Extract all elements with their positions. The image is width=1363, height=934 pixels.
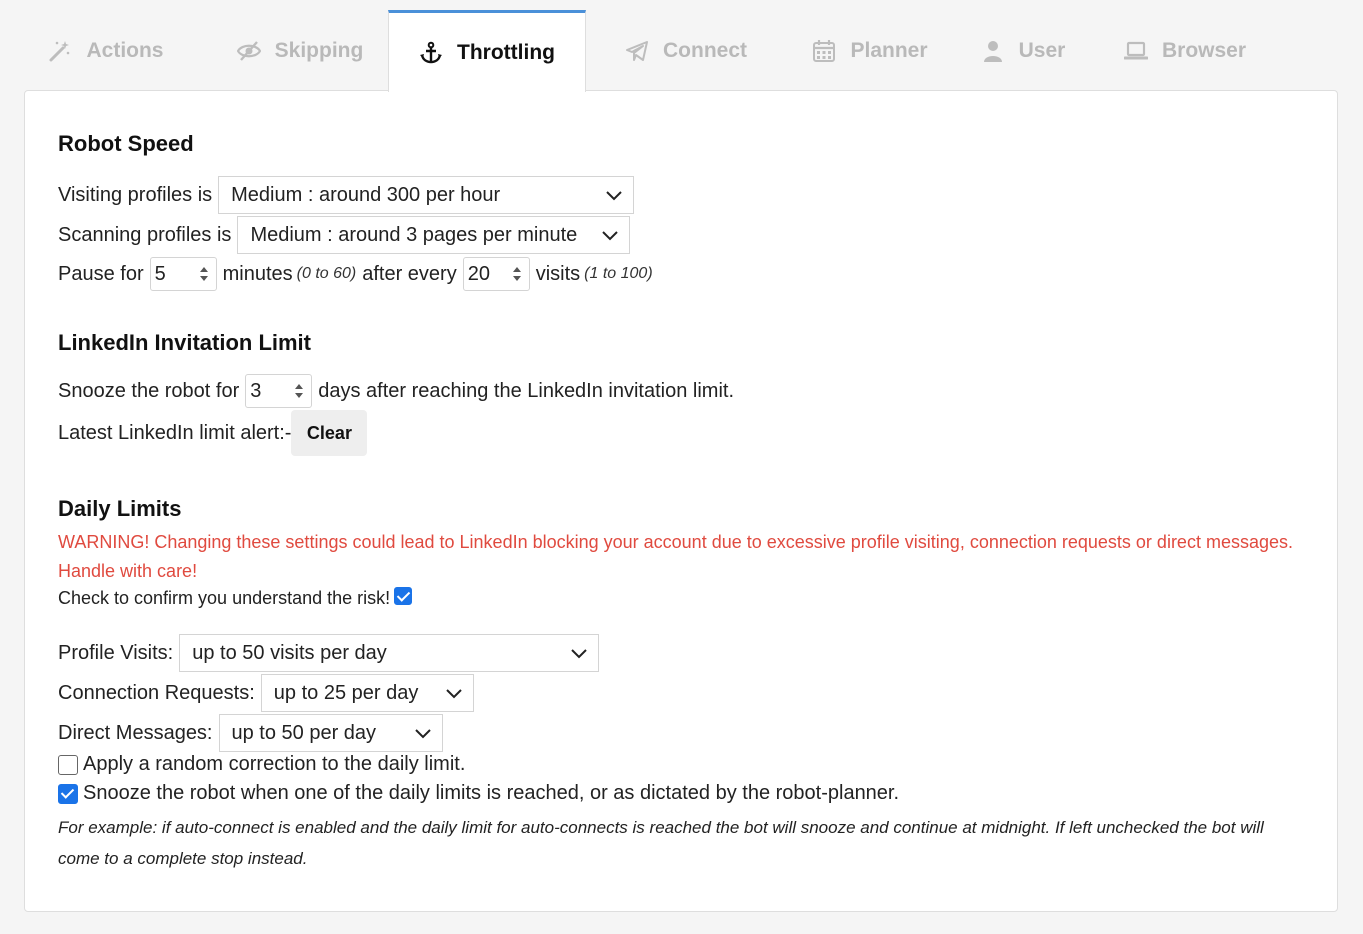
limit-alert-row [58, 410, 367, 456]
direct-messages-label: Direct Messages: [58, 721, 213, 744]
profile-visits-row [58, 634, 599, 672]
profile-visits-value: up to 50 visits per day [192, 641, 387, 664]
pause-minutes-input[interactable] [150, 257, 217, 291]
chevron-down-icon [605, 186, 623, 204]
snooze-days-value: 3 [250, 379, 262, 402]
chevron-down-icon [601, 226, 619, 244]
tab-browser[interactable] [1110, 10, 1260, 91]
scanning-speed-value: Medium : around 3 pages per minute [250, 223, 578, 246]
tab-label: User [1018, 38, 1066, 62]
connection-requests-label: Connection Requests: [58, 681, 255, 704]
tab-throttling[interactable] [388, 10, 586, 92]
random-correction-checkbox[interactable] [58, 755, 78, 775]
tab-connect[interactable] [608, 10, 764, 91]
tab-bar [24, 10, 1338, 91]
random-correction-label: Apply a random correction to the daily limit. [83, 753, 466, 775]
tab-label: Actions [86, 38, 164, 62]
snooze-daily-checkbox[interactable] [58, 784, 78, 804]
scanning-label: Scanning profiles is [58, 223, 232, 246]
tab-label: Planner [850, 38, 928, 62]
after-every-label: after every [362, 262, 457, 285]
scanning-row [58, 216, 630, 254]
visiting-label: Visiting profiles is [58, 183, 213, 206]
throttling-panel [24, 90, 1338, 912]
visiting-speed-select[interactable] [218, 176, 634, 214]
confirm-risk-label: Check to confirm you understand the risk! [58, 588, 391, 608]
user-icon [981, 39, 1005, 63]
tab-planner[interactable] [790, 10, 950, 91]
snooze-days-input[interactable] [245, 374, 312, 408]
confirm-risk-row [58, 588, 412, 609]
connection-requests-row [58, 674, 474, 712]
snooze-suffix: days after reaching the LinkedIn invitation limit. [318, 379, 735, 402]
calendar-icon [812, 39, 836, 63]
tab-skipping[interactable] [210, 10, 390, 91]
tab-label: Throttling [457, 40, 555, 64]
connection-requests-select[interactable] [261, 674, 474, 712]
warning-text: WARNING! Changing these settings could lead to LinkedIn blocking your account due to excessive profile visiting, connection requests or direct messages. Handle with care! [58, 532, 1293, 581]
visiting-speed-value: Medium : around 300 per hour [231, 183, 501, 206]
chevron-down-icon [414, 724, 432, 742]
visits-count-value: 20 [467, 262, 490, 285]
tab-label: Browser [1161, 38, 1247, 62]
spinner-icon[interactable] [511, 263, 523, 285]
daily-limits-heading: Daily Limits [58, 496, 182, 521]
limit-alert-label: Latest LinkedIn limit alert:- [58, 421, 292, 444]
paper-plane-icon [625, 39, 649, 63]
snooze-daily-row [58, 782, 899, 805]
direct-messages-row [58, 714, 443, 752]
profile-visits-label: Profile Visits: [58, 641, 174, 664]
snooze-prefix: Snooze the robot for [58, 379, 240, 402]
invitation-limit-heading: LinkedIn Invitation Limit [58, 330, 311, 355]
minutes-range: (0 to 60) [296, 265, 357, 282]
visits-label: visits [535, 262, 581, 285]
tab-label: Skipping [274, 38, 364, 62]
snooze-days-row [58, 374, 734, 408]
scanning-speed-select[interactable] [237, 216, 630, 254]
minutes-label: minutes [222, 262, 293, 285]
pause-row [58, 257, 659, 291]
confirm-risk-checkbox[interactable] [394, 587, 412, 605]
pause-minutes-value: 5 [154, 262, 166, 285]
snooze-daily-label: Snooze the robot when one of the daily limits is reached, or as dictated by the robot-planner. [83, 782, 900, 804]
anchor-icon [419, 41, 443, 65]
direct-messages-value: up to 50 per day [231, 721, 377, 744]
tab-user[interactable] [970, 10, 1076, 91]
example-note: For example: if auto-connect is enabled and the daily limit for auto-connects is reached the bot will snooze and continue at midnight. If left unchecked the bot will come to a complete stop instead. [58, 818, 1264, 868]
eye-slash-icon [237, 39, 261, 63]
connection-requests-value: up to 25 per day [273, 681, 419, 704]
spinner-icon[interactable] [198, 263, 210, 285]
clear-button[interactable]: Clear [291, 410, 367, 456]
spinner-icon[interactable] [293, 380, 305, 402]
chevron-down-icon [570, 644, 588, 662]
magic-wand-icon [48, 39, 72, 63]
pause-label: Pause for [58, 262, 144, 285]
visits-range: (1 to 100) [584, 265, 653, 282]
visiting-row [58, 176, 634, 214]
laptop-icon [1124, 39, 1148, 63]
robot-speed-heading: Robot Speed [58, 131, 194, 156]
profile-visits-select[interactable] [179, 634, 599, 672]
tab-label: Connect [663, 38, 747, 62]
tab-actions[interactable] [24, 10, 188, 91]
chevron-down-icon [445, 684, 463, 702]
visits-count-input[interactable] [463, 257, 530, 291]
random-correction-row [58, 753, 465, 776]
direct-messages-select[interactable] [219, 714, 443, 752]
